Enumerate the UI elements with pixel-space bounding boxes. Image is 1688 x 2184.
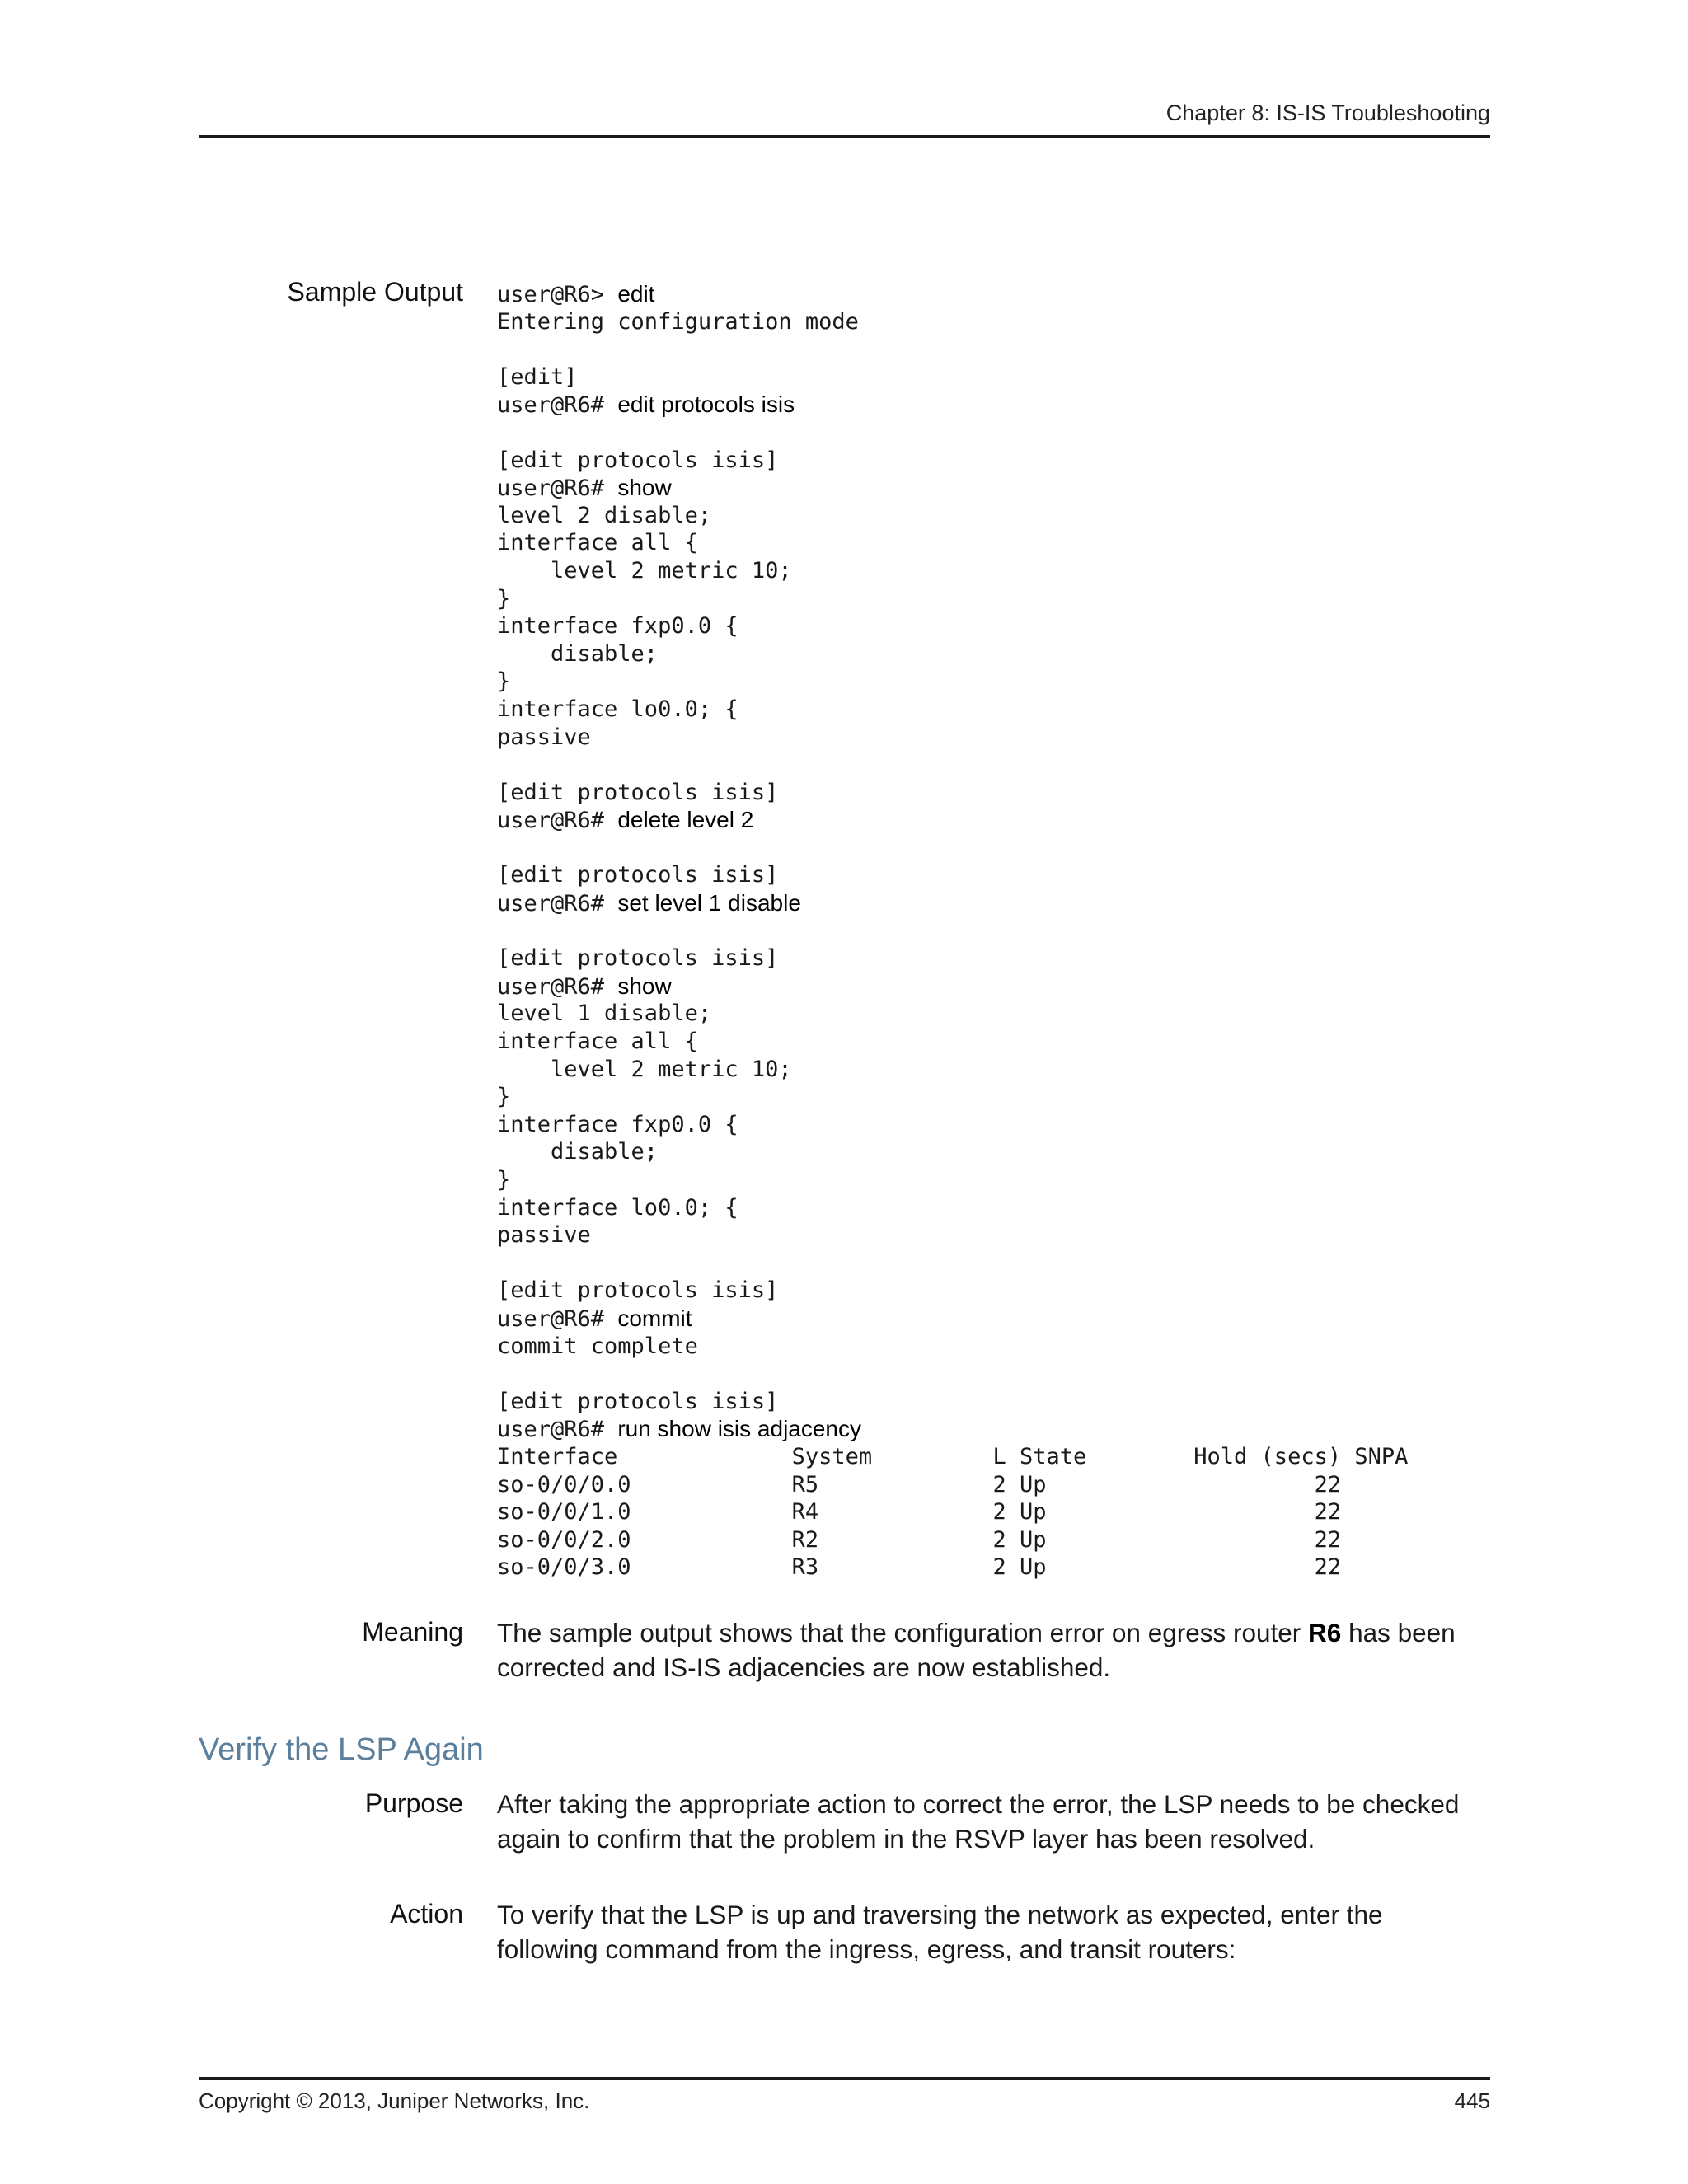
code-line: [497, 806, 1408, 834]
sample-output-code-block: [497, 280, 1408, 1582]
code-line: [497, 751, 1408, 779]
cli-command: delete level 2: [617, 807, 754, 833]
meaning-text: [497, 1615, 1490, 1685]
code-line: interface fxp0.0 {: [497, 613, 738, 640]
code-line: [edit protocols isis]: [497, 447, 779, 473]
code-line: so-0/0/2.0 R2 2 Up 22: [497, 1526, 1342, 1553]
code-line: disable;: [497, 1139, 659, 1165]
code-line: }: [497, 668, 511, 695]
cli-command: edit: [617, 281, 655, 307]
meaning-text-after: has been corrected and IS-IS adjacencies are now established.: [497, 1618, 1456, 1682]
cli-command: edit protocols isis: [617, 391, 795, 418]
page-header: [199, 97, 1490, 138]
code-line: [edit protocols isis]: [497, 862, 779, 888]
code-line: [497, 1415, 1408, 1443]
code-line: interface all {: [497, 530, 698, 556]
code-line: [edit protocols isis]: [497, 779, 779, 805]
cli-command: show: [617, 475, 672, 501]
action-text: To verify that the LSP is up and traversing the network as expected, enter the following command from the ingress, egress, and transit routers:: [497, 1900, 1383, 1964]
code-line: [edit protocols isis]: [497, 1388, 779, 1414]
code-line: interface all {: [497, 1029, 698, 1055]
code-line: level 2 disable;: [497, 502, 712, 528]
purpose-text: After taking the appropriate action to correct the error, the LSP needs to be checked again to confirm that the problem in the RSVP layer has been resolved.: [497, 1789, 1460, 1854]
router-term: R6: [1308, 1618, 1342, 1647]
code-line: [497, 280, 1408, 308]
cli-prompt: user@R6>: [497, 282, 618, 307]
code-line: [edit protocols isis]: [497, 1277, 779, 1304]
code-line: passive: [497, 724, 591, 750]
purpose-label: Purpose: [364, 1788, 463, 1818]
cli-command: commit: [617, 1305, 692, 1331]
page-number: 445: [1454, 2088, 1490, 2113]
cli-command: set level 1 disable: [617, 890, 801, 916]
cli-prompt: user@R6#: [497, 808, 618, 834]
copyright: Copyright © 2013, Juniper Networks, Inc.: [199, 2088, 590, 2113]
code-line: }: [497, 585, 511, 612]
chapter-title: Chapter 8: IS-IS Troubleshooting: [1165, 101, 1490, 125]
code-line: [497, 889, 1408, 917]
code-line: [497, 419, 1408, 447]
cli-prompt: user@R6#: [497, 1305, 618, 1332]
code-line: commit complete: [497, 1333, 698, 1359]
cli-prompt: user@R6#: [497, 973, 618, 1000]
code-line: [497, 1360, 1408, 1388]
code-line: interface lo0.0; {: [497, 696, 738, 722]
cli-command: run show isis adjacency: [617, 1416, 862, 1442]
code-line: level 1 disable;: [497, 1001, 712, 1027]
cli-prompt: user@R6#: [497, 392, 618, 419]
code-line: Interface System L State Hold (secs) SNPA: [497, 1443, 1409, 1469]
code-line: Entering configuration mode: [497, 308, 859, 335]
code-line: disable;: [497, 640, 659, 667]
page-footer: [199, 2077, 1490, 2113]
code-line: interface fxp0.0 {: [497, 1111, 738, 1137]
code-line: so-0/0/1.0 R4 2 Up 22: [497, 1499, 1342, 1526]
code-line: [497, 335, 1408, 363]
code-line: so-0/0/3.0 R3 2 Up 22: [497, 1554, 1342, 1581]
code-line: [497, 834, 1408, 862]
code-line: }: [497, 1167, 511, 1193]
code-line: level 2 metric 10;: [497, 1056, 792, 1082]
meaning-text-before: The sample output shows that the configuration error on egress router: [497, 1618, 1309, 1647]
meaning-label: Meaning: [362, 1617, 463, 1647]
code-line: so-0/0/0.0 R5 2 Up 22: [497, 1471, 1342, 1497]
action-label: Action: [390, 1899, 463, 1929]
code-line: [497, 1305, 1408, 1333]
code-line: [497, 917, 1408, 945]
cli-prompt: user@R6#: [497, 476, 618, 502]
code-line: passive: [497, 1222, 591, 1249]
code-line: }: [497, 1084, 511, 1110]
code-line: [edit protocols isis]: [497, 945, 779, 972]
code-line: [497, 972, 1408, 1001]
cli-command: show: [617, 972, 672, 999]
code-line: interface lo0.0; {: [497, 1194, 738, 1221]
cli-prompt: user@R6#: [497, 1417, 618, 1443]
cli-prompt: user@R6#: [497, 891, 618, 917]
code-line: [497, 474, 1408, 502]
code-line: [edit]: [497, 363, 578, 390]
code-line: [497, 1249, 1408, 1277]
code-line: level 2 metric 10;: [497, 557, 792, 583]
sample-output-label: Sample Output: [287, 277, 463, 307]
section-heading: Verify the LSP Again: [199, 1732, 484, 1767]
code-line: [497, 391, 1408, 419]
